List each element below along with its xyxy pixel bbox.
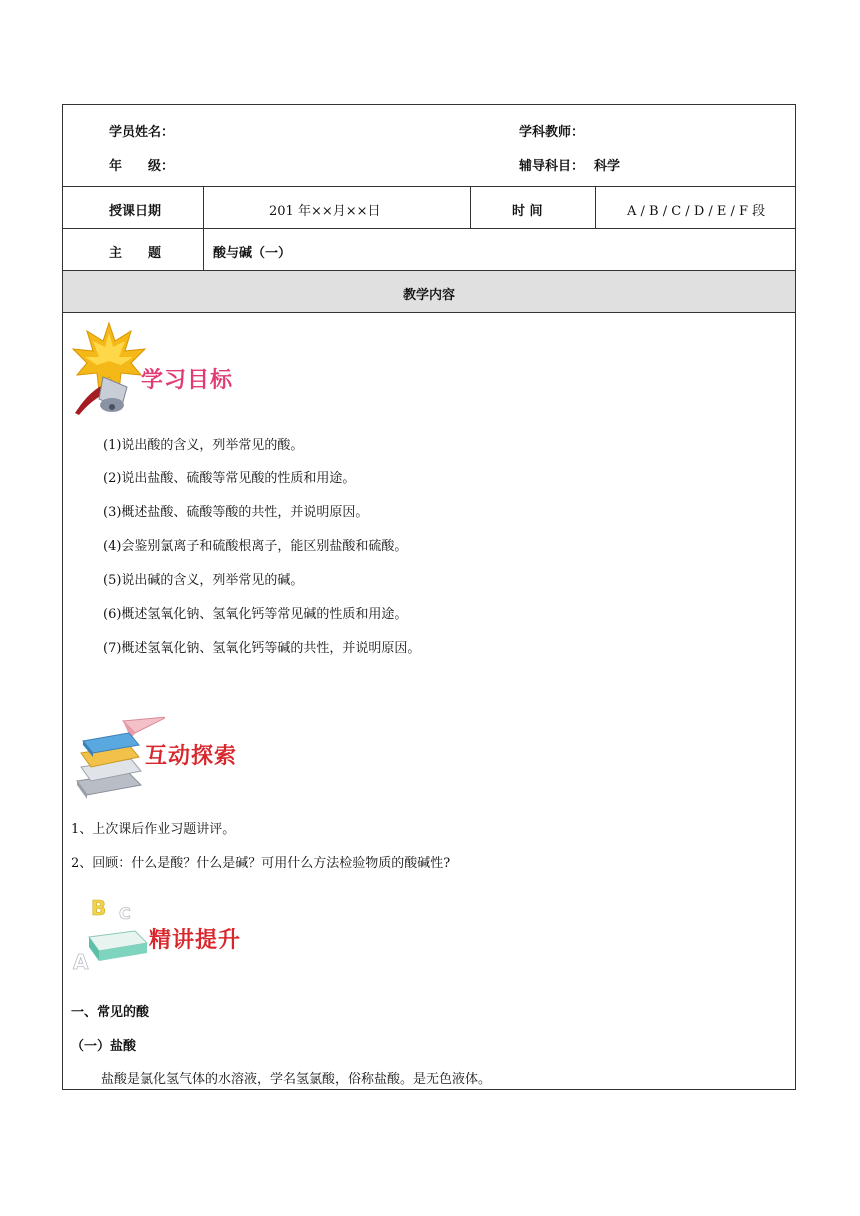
grade-label: 年 级：: [109, 159, 175, 174]
lecture-subheading: （一）盐酸: [71, 1039, 137, 1054]
objective-item: (3)概述盐酸、硫酸等酸的共性，并说明原因。: [103, 505, 369, 520]
explore-title: 互动探索: [145, 744, 238, 769]
lecture-heading: 一、常见的酸: [71, 1005, 150, 1020]
content-header: 教学内容: [402, 288, 455, 303]
objective-item: (6)概述氢氧化钠、氢氧化钙等常见碱的性质和用途。: [103, 607, 408, 622]
objectives-banner: [69, 321, 269, 417]
subject-label: 辅导科目：: [519, 159, 585, 174]
time-label: 时 间: [512, 204, 543, 219]
date-value: 201 年××月××日: [269, 204, 381, 219]
lecture-banner: [69, 889, 269, 975]
objective-item: (5)说出碱的含义，列举常见的碱。: [103, 573, 304, 588]
date-label: 授课日期: [109, 204, 162, 219]
topic-label: 主 题: [109, 246, 162, 261]
content-area: [63, 313, 795, 1089]
lesson-plan-sheet: [62, 104, 796, 1090]
explore-item: 2、回顾：什么是酸？什么是碱？可用什么方法检验物质的酸碱性?: [71, 856, 451, 871]
teacher-label: 学科教师：: [519, 125, 585, 140]
svg-text:A: A: [73, 950, 89, 974]
svg-text:B: B: [91, 896, 107, 920]
svg-text:C: C: [119, 904, 131, 923]
info-row: [63, 105, 795, 187]
schedule-row: [63, 187, 795, 229]
objectives-title: 学习目标: [141, 368, 234, 393]
lecture-title: 精讲提升: [149, 928, 242, 953]
explore-banner: [69, 711, 269, 801]
objective-item: (1)说出酸的含义，列举常见的酸。: [103, 438, 304, 453]
subject-value: 科学: [594, 159, 621, 174]
topic-value: 酸与碱（一）: [213, 246, 292, 261]
abc-book-icon: [69, 889, 153, 975]
time-value: A / B / C / D / E / F 段: [627, 204, 766, 219]
explore-item: 1、上次课后作业习题讲评。: [71, 822, 236, 837]
content-header-row: [63, 271, 795, 313]
student-name-label: 学员姓名：: [109, 125, 175, 140]
objective-item: (4)会鉴别氯离子和硫酸根离子，能区别盐酸和硫酸。: [103, 539, 408, 554]
objective-item: (7)概述氢氧化钠、氢氧化钙等碱的共性，并说明原因。: [103, 641, 421, 656]
objective-item: (2)说出盐酸、硫酸等常见酸的性质和用途。: [103, 471, 356, 486]
lecture-paragraph: 盐酸是氯化氢气体的水溶液，学名氢氯酸，俗称盐酸。是无色液体。: [101, 1072, 492, 1087]
topic-row: [63, 229, 795, 271]
maple-leaf-bell-icon: [69, 321, 149, 417]
